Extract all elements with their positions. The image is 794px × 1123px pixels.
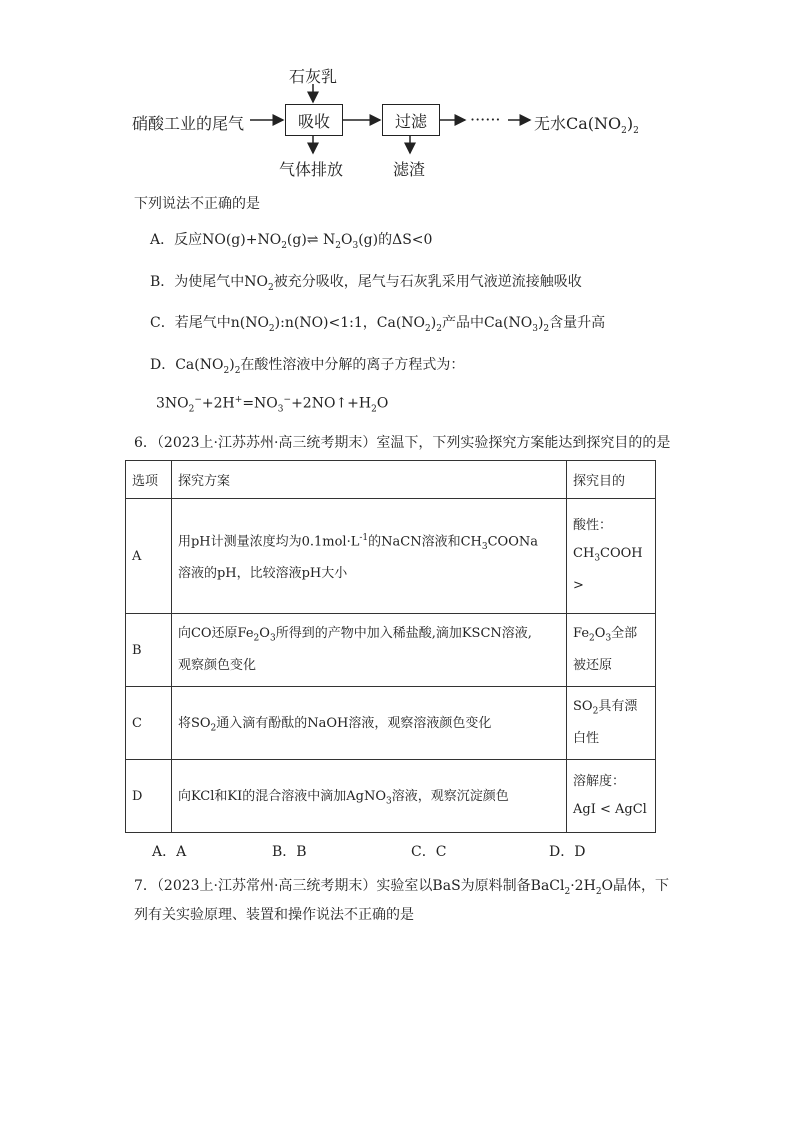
q5-option-d: D．$Ca(NO_2)_2$在酸性溶液中分解的离子方程式为： bbox=[150, 357, 465, 376]
table-row bbox=[126, 760, 656, 833]
row-b-plan: 向CO还原$Fe_2O_3$所得到的产物中加入稀盐酸,滴加KSCN溶液, 观察颜色变化 bbox=[171, 614, 566, 687]
table-row bbox=[126, 499, 656, 614]
table-header-row bbox=[126, 461, 656, 499]
table-row bbox=[126, 614, 656, 687]
residue-label: 滤渣 bbox=[393, 160, 426, 179]
gas-release-label: 气体排放 bbox=[279, 160, 344, 179]
row-a-option: A bbox=[126, 499, 172, 614]
row-c-goal: $SO_2$具有漂 白性 bbox=[567, 687, 656, 760]
q7-line-2: 列有关实验原理、装置和操作说法不正确的是 bbox=[134, 907, 414, 923]
source-label: 硝酸工业的尾气 bbox=[132, 114, 245, 133]
absorb-label: 吸收 bbox=[297, 111, 330, 131]
row-c-plan: 将$SO_2$通入滴有酚酞的NaOH溶液，观察溶液颜色变化 bbox=[171, 687, 566, 760]
table-row bbox=[126, 687, 656, 760]
header-goal: 探究目的 bbox=[567, 461, 656, 499]
header-option: 选项 bbox=[126, 461, 172, 499]
q6-choice-c: C．C bbox=[411, 844, 447, 860]
q6-choice-d: D．D bbox=[549, 844, 586, 860]
q5-equation: $3NO_2^-+2H^+=NO_3^-+2NO↑+H_2O$ bbox=[156, 395, 389, 415]
q5-option-b: B．为使尾气中$NO_2$被充分吸收，尾气与石灰乳采用气液逆流接触吸收 bbox=[150, 274, 582, 293]
q6-choice-b: B．B bbox=[272, 844, 307, 860]
q5-option-a: A．反应$NO(g)+NO_2(g)\rightleftharpoons$ $N_2O_3(g)$的ΔS<0 bbox=[150, 232, 433, 251]
flow-arrows bbox=[0, 0, 794, 200]
lime-milk-label: 石灰乳 bbox=[289, 67, 338, 86]
q5-option-c: C．若尾气中$n(NO_2):n(NO)<1:1$，$Ca(NO_2)_2$产品中$Ca(NO_3)_2$含量升高 bbox=[150, 315, 606, 334]
q6-stem: 6．（2023上·江苏苏州·高三统考期末）室温下，下列实验探究方案能达到探究目的的是 bbox=[134, 435, 671, 451]
q6-choice-a: A．A bbox=[152, 844, 187, 860]
q6-table bbox=[125, 460, 656, 833]
row-d-goal: 溶解度： AgI < AgCl bbox=[567, 760, 656, 833]
q5-stem: 下列说法不正确的是 bbox=[134, 196, 260, 212]
q7-line-1: 7．（2023上·江苏常州·高三统考期末）实验室以BaS为原料制备$BaCl_2\cdot 2H_2O$晶体，下 bbox=[134, 878, 670, 897]
row-a-goal: 酸性： $CH_3COOH$ > bbox=[567, 499, 656, 614]
row-d-option: D bbox=[126, 760, 172, 833]
row-a-plan: 用pH计测量浓度均为$0.1mol\cdot L^{-1}$的NaCN溶液和$CH_3COONa$ 溶液的pH，比较溶液pH大小 bbox=[171, 499, 566, 614]
dots: ······ bbox=[470, 110, 501, 129]
filter-label: 过滤 bbox=[394, 111, 427, 131]
row-b-option: B bbox=[126, 614, 172, 687]
product-label: 无水$Ca(NO_2)_2$ bbox=[534, 114, 639, 137]
header-plan: 探究方案 bbox=[171, 461, 566, 499]
row-c-option: C bbox=[126, 687, 172, 760]
row-b-goal: $Fe_2O_3$全部 被还原 bbox=[567, 614, 656, 687]
row-d-plan: 向KCl和KI的混合溶液中滴加AgNO$_3$溶液，观察沉淀颜色 bbox=[171, 760, 566, 833]
